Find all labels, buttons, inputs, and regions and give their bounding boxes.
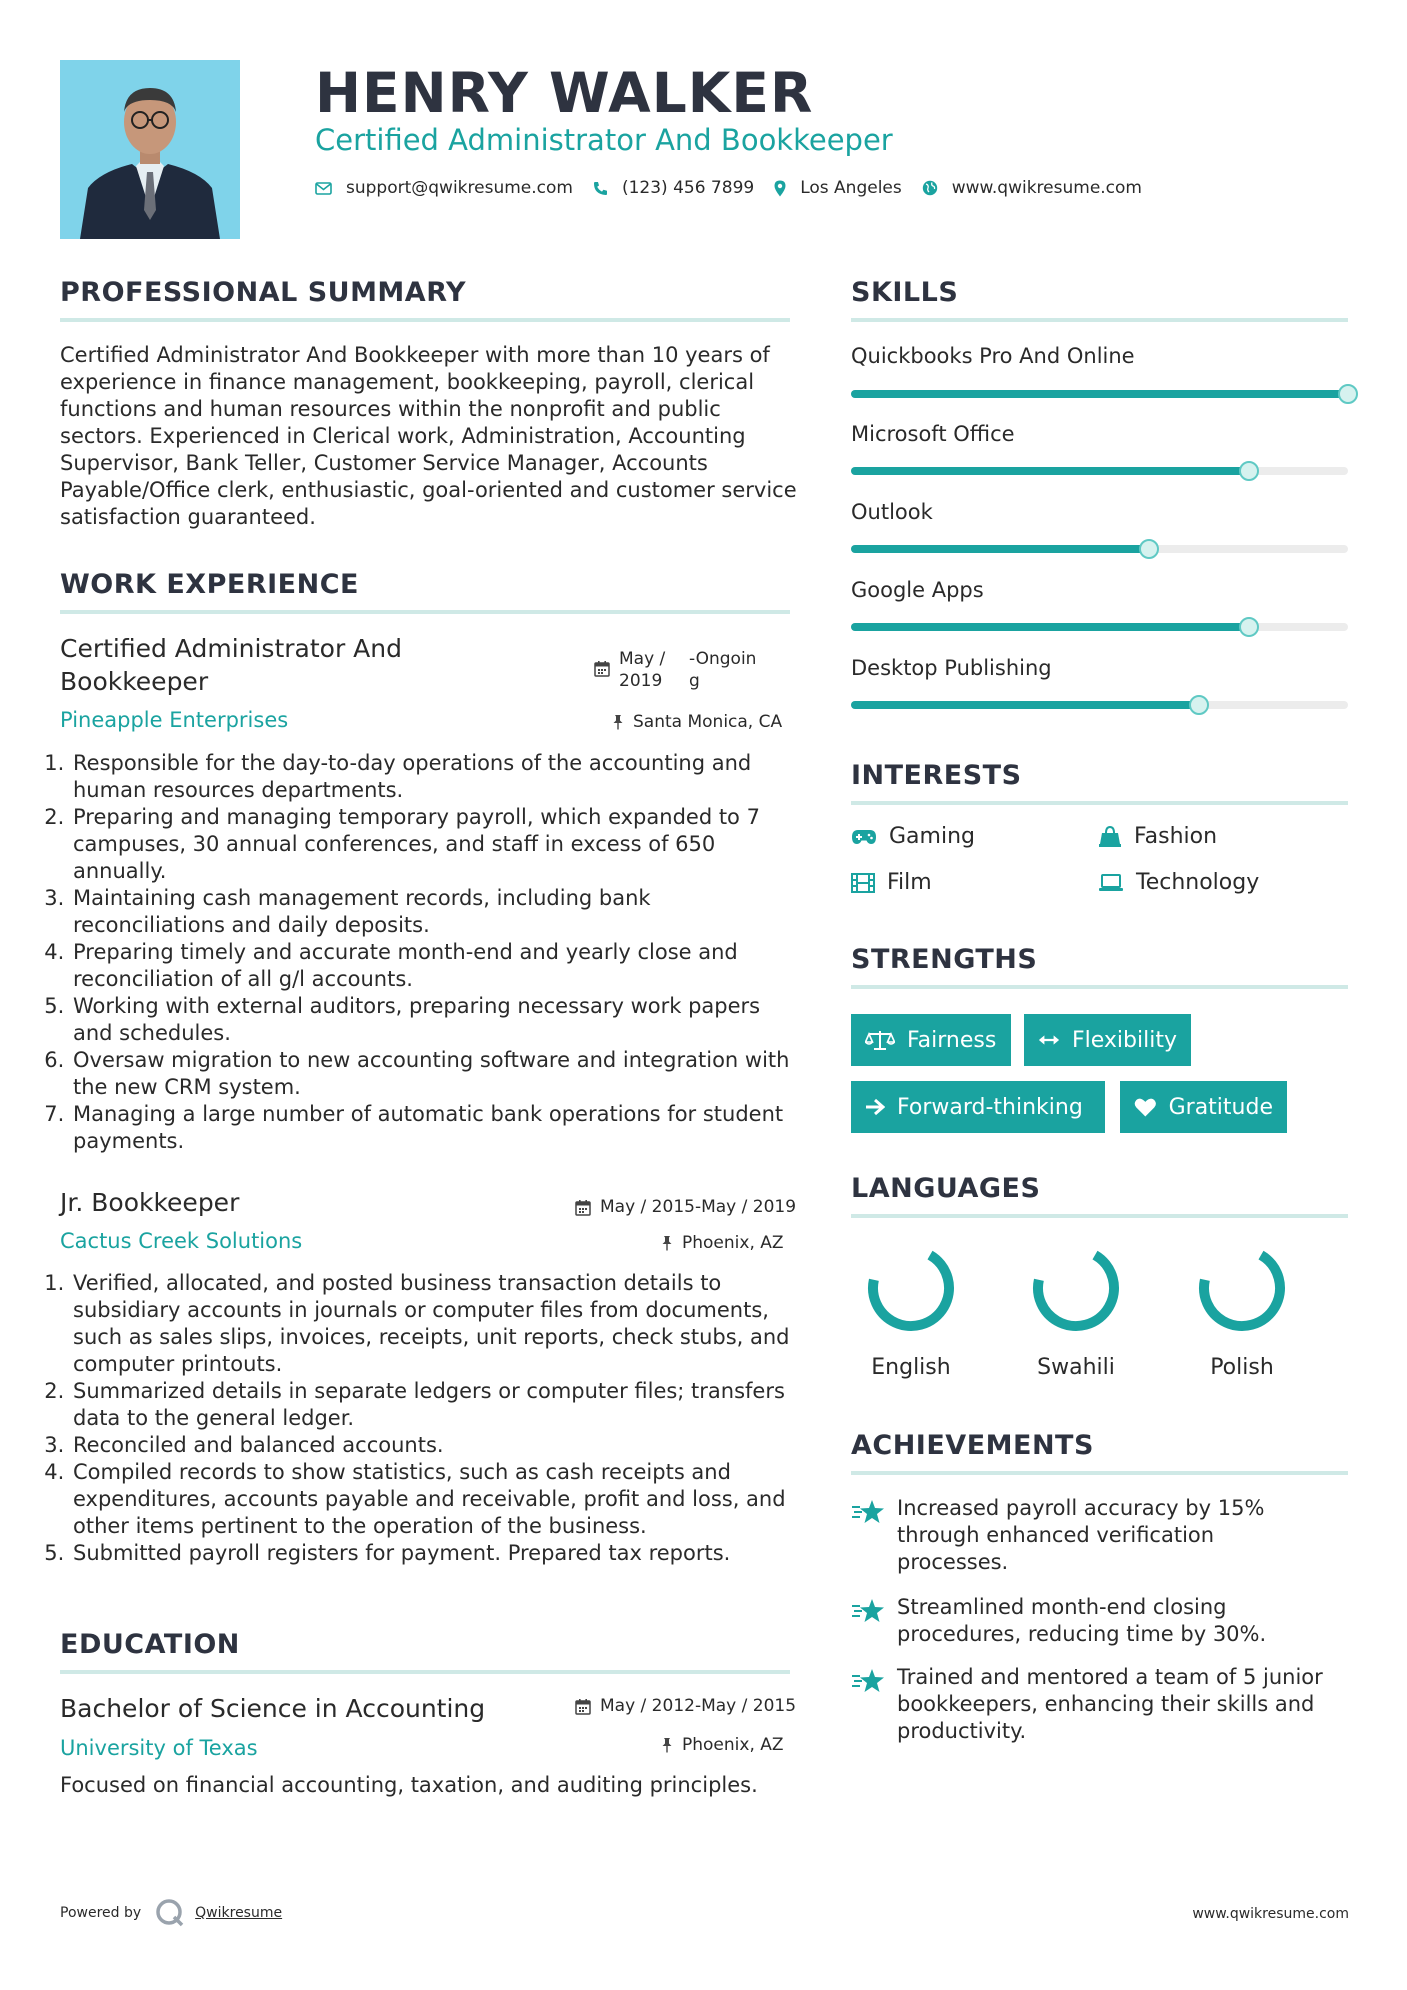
skill-bar xyxy=(851,545,1348,553)
thumbtack-icon xyxy=(661,1235,673,1251)
globe-icon xyxy=(922,180,938,196)
language-label: Swahili xyxy=(1037,1355,1115,1380)
achievement-item xyxy=(851,1664,1331,1745)
duty-item: 5. Submitted payroll registers for payment. Prepared tax reports. xyxy=(71,1540,793,1567)
job-1-duties xyxy=(53,750,793,1155)
summary-heading: PROFESSIONAL SUMMARY xyxy=(60,277,467,308)
interests-heading: INTERESTS xyxy=(851,760,1022,791)
job-2-location xyxy=(661,1232,784,1254)
skill-bar xyxy=(851,467,1348,475)
map-marker-icon xyxy=(774,180,786,197)
strength-label: Flexibility xyxy=(1072,1027,1177,1053)
skill-fill xyxy=(851,701,1199,709)
experience-heading: WORK EXPERIENCE xyxy=(60,569,359,600)
balance-scale-icon xyxy=(865,1029,895,1051)
education-school[interactable]: University of Texas xyxy=(60,1736,258,1760)
skill-label: Desktop Publishing xyxy=(851,656,1052,680)
website-text: www.qwikresume.com xyxy=(951,178,1142,198)
skill-bar xyxy=(851,623,1348,631)
language-ring xyxy=(863,1240,959,1336)
strength-badge-fairness xyxy=(851,1014,1011,1066)
interest-fashion xyxy=(1098,824,1217,849)
arrows-horizontal-icon xyxy=(1038,1033,1060,1047)
duty-item: 3. Reconciled and balanced accounts. xyxy=(71,1432,793,1459)
profile-photo xyxy=(60,60,240,239)
interest-film xyxy=(851,870,932,895)
strength-badge-forward-thinking xyxy=(851,1081,1105,1133)
achievement-text: Trained and mentored a team of 5 junior bookkeepers, enhancing their skills and productivity. xyxy=(897,1665,1323,1743)
person-portrait-icon xyxy=(60,60,240,239)
duty-item: 7. Managing a large number of automatic bank operations for student payments. xyxy=(71,1101,793,1155)
duty-item: 4. Preparing timely and accurate month-end and yearly close and reconciliation of all g/l accounts. xyxy=(71,939,793,993)
job-2-position: Jr. Bookkeeper xyxy=(60,1188,240,1217)
film-icon xyxy=(851,873,875,893)
candidate-title: Certified Administrator And Bookkeeper xyxy=(315,123,893,157)
calendar-icon xyxy=(575,1199,591,1216)
skill-knob xyxy=(1239,617,1259,637)
achievements-heading: ACHIEVEMENTS xyxy=(851,1430,1094,1461)
strength-label: Gratitude xyxy=(1168,1094,1273,1120)
shooting-star-icon xyxy=(851,1668,885,1694)
interest-label: Film xyxy=(887,870,932,895)
education-dates xyxy=(575,1695,796,1717)
achievement-item xyxy=(851,1495,1331,1576)
job-2-dates-text: May / 2015-May / 2019 xyxy=(600,1197,797,1217)
interest-label: Gaming xyxy=(889,824,975,849)
thumbtack-icon xyxy=(612,714,624,730)
skill-fill xyxy=(851,545,1149,553)
language-label: Polish xyxy=(1210,1355,1274,1380)
education-divider xyxy=(60,1670,790,1674)
strength-label: Forward-thinking xyxy=(897,1094,1083,1120)
job-2-duties xyxy=(53,1270,793,1567)
qwikresume-logo-icon xyxy=(155,1898,185,1928)
skill-label: Quickbooks Pro And Online xyxy=(851,344,1135,368)
job-2-dates xyxy=(575,1196,796,1218)
contact-email[interactable] xyxy=(315,178,573,198)
job-1-location-text: Santa Monica, CA xyxy=(633,712,783,732)
candidate-name: HENRY WALKER xyxy=(315,61,814,125)
contact-phone[interactable] xyxy=(593,178,754,198)
achievement-item xyxy=(851,1594,1331,1648)
skill-fill xyxy=(851,467,1249,475)
duty-item: 1. Verified, allocated, and posted business transaction details to subsidiary accounts in journals or computer files from documents, such as sales slips, invoices, receipts, unit reports, check stubs, and computer printouts. xyxy=(71,1270,793,1378)
skill-knob xyxy=(1139,539,1159,559)
contact-bar xyxy=(315,178,1162,198)
language-label: English xyxy=(871,1355,951,1380)
interest-label: Fashion xyxy=(1134,824,1218,849)
skill-knob xyxy=(1189,695,1209,715)
job-1-date-start: May / 2019 xyxy=(619,649,666,691)
education-degree: Bachelor of Science in Accounting xyxy=(60,1694,486,1723)
skill-label: Outlook xyxy=(851,500,933,524)
experience-divider xyxy=(60,610,790,614)
arrow-right-icon xyxy=(865,1098,885,1116)
shooting-star-icon xyxy=(851,1598,885,1624)
gamepad-icon xyxy=(851,829,877,845)
skill-knob xyxy=(1338,384,1358,404)
skill-label: Google Apps xyxy=(851,578,984,602)
interest-label: Technology xyxy=(1136,870,1260,895)
job-2-company[interactable]: Cactus Creek Solutions xyxy=(60,1229,303,1253)
languages-heading: LANGUAGES xyxy=(851,1173,1041,1204)
language-english xyxy=(846,1240,976,1381)
email-text: support@qwikresume.com xyxy=(346,178,573,198)
contact-website[interactable] xyxy=(922,178,1142,198)
job-1-position: Certified Administrator And Bookkeeper xyxy=(60,634,402,696)
language-ring xyxy=(1194,1240,1290,1336)
language-ring xyxy=(1028,1240,1124,1336)
footer-website[interactable]: www.qwikresume.com xyxy=(1192,1906,1349,1922)
education-location xyxy=(661,1734,784,1756)
location-text: Los Angeles xyxy=(800,178,902,198)
skill-label: Microsoft Office xyxy=(851,422,1015,446)
job-1-location xyxy=(612,711,782,733)
calendar-icon xyxy=(575,1698,591,1715)
language-swahili xyxy=(1011,1240,1141,1381)
interest-gaming xyxy=(851,824,975,849)
strength-badge-flexibility xyxy=(1024,1014,1191,1066)
education-heading: EDUCATION xyxy=(60,1629,240,1660)
education-description: Focused on financial accounting, taxation, and auditing principles. xyxy=(60,1773,758,1797)
strengths-divider xyxy=(851,985,1348,989)
skill-bar xyxy=(851,701,1348,709)
education-dates-text: May / 2012-May / 2015 xyxy=(600,1696,797,1716)
powered-by-text: Powered by xyxy=(60,1905,142,1921)
heart-icon xyxy=(1134,1097,1157,1118)
laptop-icon xyxy=(1098,874,1124,892)
shopping-bag-icon xyxy=(1098,826,1122,848)
strength-label: Fairness xyxy=(907,1027,997,1053)
duty-item: 1. Responsible for the day-to-day operations of the accounting and human resources departments. xyxy=(71,750,793,804)
job-1-dates xyxy=(594,648,763,692)
skill-fill xyxy=(851,623,1249,631)
strengths-heading: STRENGTHS xyxy=(851,944,1038,975)
skill-bar xyxy=(851,390,1348,398)
job-1-date-end: -Ongoing xyxy=(689,649,757,691)
achievement-text: Increased payroll accuracy by 15% through enhanced verification processes. xyxy=(897,1496,1265,1574)
duty-item: 5. Working with external auditors, preparing necessary work papers and schedules. xyxy=(71,993,793,1047)
envelope-icon xyxy=(315,182,332,195)
duty-item: 2. Summarized details in separate ledgers or computer files; transfers data to the general ledger. xyxy=(71,1378,793,1432)
duty-item: 3. Maintaining cash management records, including bank reconciliations and daily deposits. xyxy=(71,885,793,939)
skill-knob xyxy=(1239,461,1259,481)
job-1-company[interactable]: Pineapple Enterprises xyxy=(60,708,289,732)
calendar-icon xyxy=(594,660,610,677)
education-location-text: Phoenix, AZ xyxy=(682,1735,784,1755)
duty-item: 4. Compiled records to show statistics, such as cash receipts and expenditures, accounts payable and receivable, profit and loss, and other items pertinent to the operation of the business. xyxy=(71,1459,793,1540)
interests-divider xyxy=(851,801,1348,805)
interest-technology xyxy=(1098,870,1259,895)
duty-item: 6. Oversaw migration to new accounting software and integration with the new CRM system. xyxy=(71,1047,793,1101)
summary-text: Certified Administrator And Bookkeeper with more than 10 years of experience in finance management, bookkeeping, payroll, clerical functions and human resources within the nonprofit and public sectors. Experienced in Clerical work, Administration, Accounting Supervisor, Bank Teller, Customer Service Manager, Accounts Payable/Office clerk, enthusiastic, goal-oriented and customer service satisfaction guaranteed. xyxy=(60,343,797,529)
duty-item: 2. Preparing and managing temporary payroll, which expanded to 7 campuses, 30 annual conferences, and staff in excess of 650 annually. xyxy=(71,804,793,885)
summary-divider xyxy=(60,318,790,322)
strength-badge-gratitude xyxy=(1120,1081,1287,1133)
contact-location xyxy=(774,178,902,198)
brand-link[interactable]: Qwikresume xyxy=(195,1905,283,1921)
achievement-text: Streamlined month-end closing procedures, reducing time by 30%. xyxy=(897,1595,1267,1646)
skill-fill xyxy=(851,390,1348,398)
skills-heading: SKILLS xyxy=(851,277,959,308)
phone-icon xyxy=(593,181,608,196)
language-polish xyxy=(1177,1240,1307,1381)
shooting-star-icon xyxy=(851,1499,885,1525)
languages-divider xyxy=(851,1214,1348,1218)
job-2-location-text: Phoenix, AZ xyxy=(682,1233,784,1253)
skills-divider xyxy=(851,318,1348,322)
footer-powered-by xyxy=(60,1898,282,1928)
achievements-divider xyxy=(851,1471,1348,1475)
thumbtack-icon xyxy=(661,1737,673,1753)
phone-text: (123) 456 7899 xyxy=(621,178,755,198)
